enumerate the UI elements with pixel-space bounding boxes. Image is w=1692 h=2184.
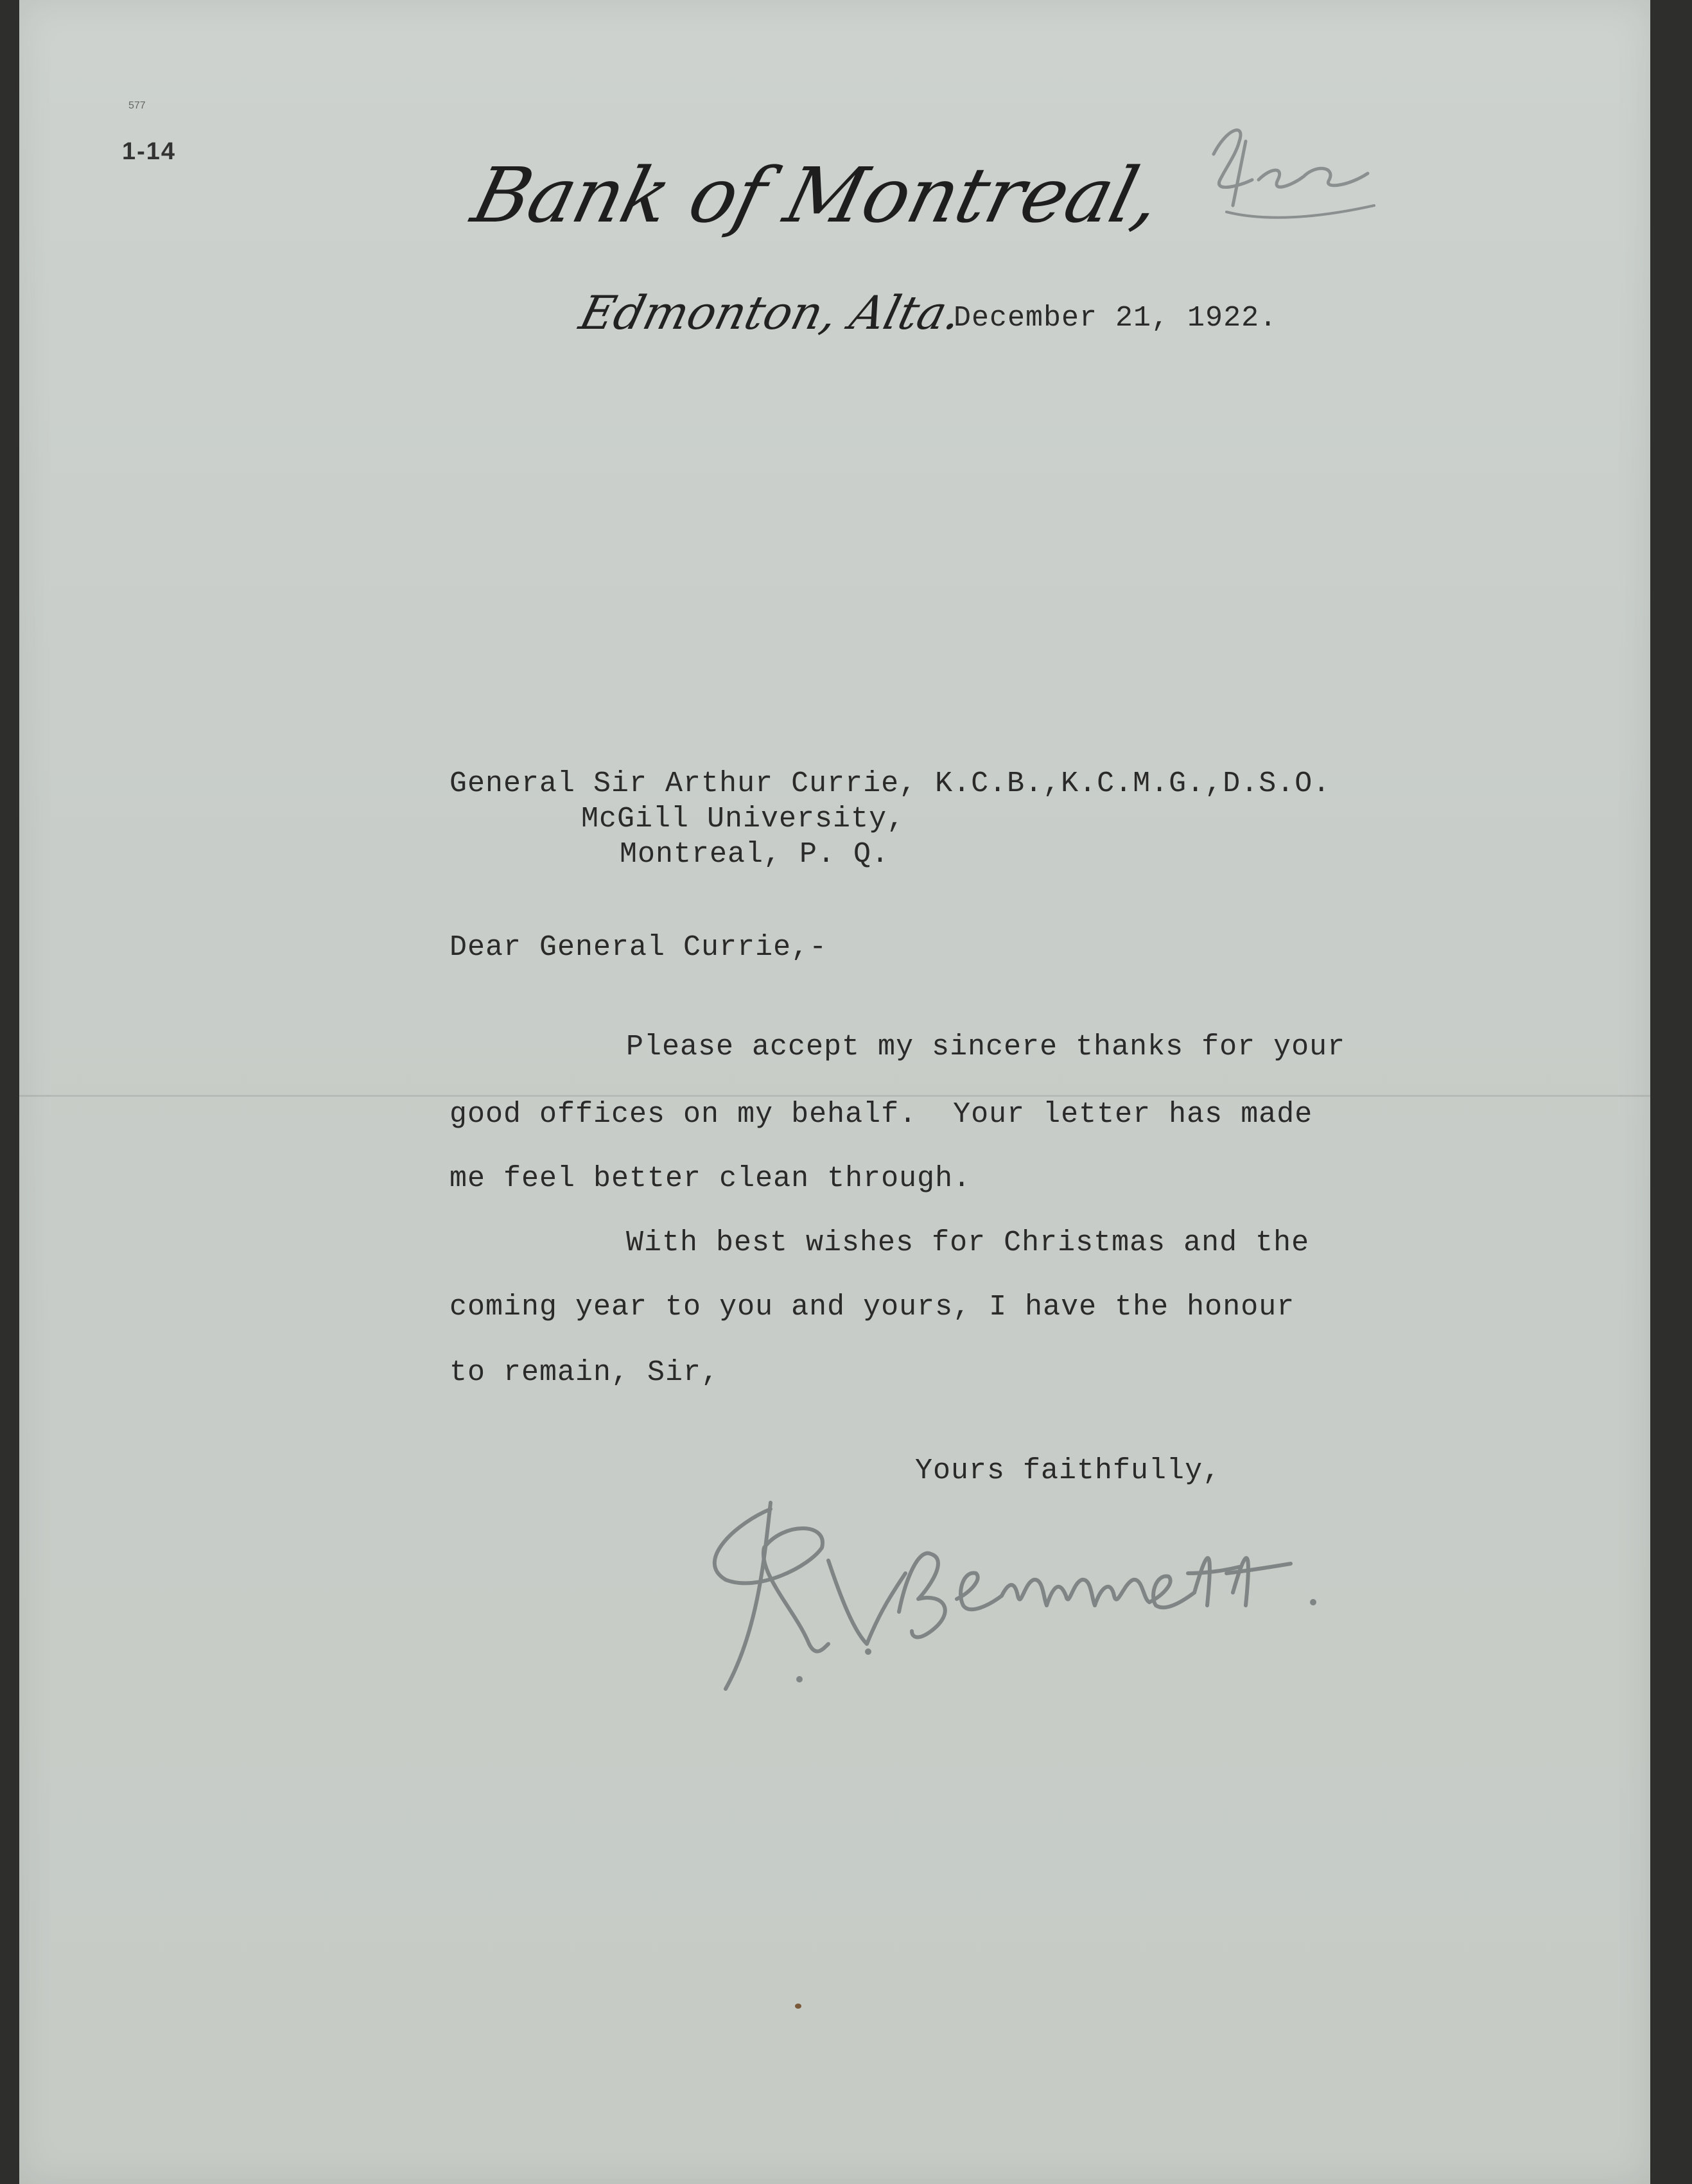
handwritten-signature: [700, 1483, 1509, 1715]
body-line: me feel better clean through.: [449, 1162, 972, 1195]
body-line: coming year to you and yours, I have the honour: [449, 1291, 1295, 1324]
body-line: With best wishes for Christmas and the: [626, 1227, 1310, 1259]
archive-small-number: 577: [128, 100, 146, 111]
paper-mark: [795, 2004, 801, 2009]
paper-fold-line: [19, 1095, 1650, 1097]
letterhead-place: Edmonton, Alta.: [574, 286, 968, 340]
closing: Yours faithfully,: [915, 1455, 1221, 1487]
body-line: Please accept my sincere thanks for your: [626, 1031, 1346, 1063]
body-line: to remain, Sir,: [449, 1356, 720, 1389]
letterhead-bank-name: Bank of Montreal,: [464, 151, 1170, 240]
letter-date: December 21, 1922.: [954, 302, 1278, 335]
address-line: McGill University,: [581, 803, 905, 835]
body-line: good offices on my behalf. Your letter has made: [449, 1098, 1313, 1131]
address-line: General Sir Arthur Currie, K.C.B.,K.C.M.G.,D.S.O.: [449, 767, 1331, 800]
salutation: Dear General Currie,-: [449, 931, 828, 964]
handwritten-initials: [1201, 116, 1387, 238]
address-line: Montreal, P. Q.: [620, 838, 890, 871]
archive-reference: 1-14: [122, 138, 177, 165]
